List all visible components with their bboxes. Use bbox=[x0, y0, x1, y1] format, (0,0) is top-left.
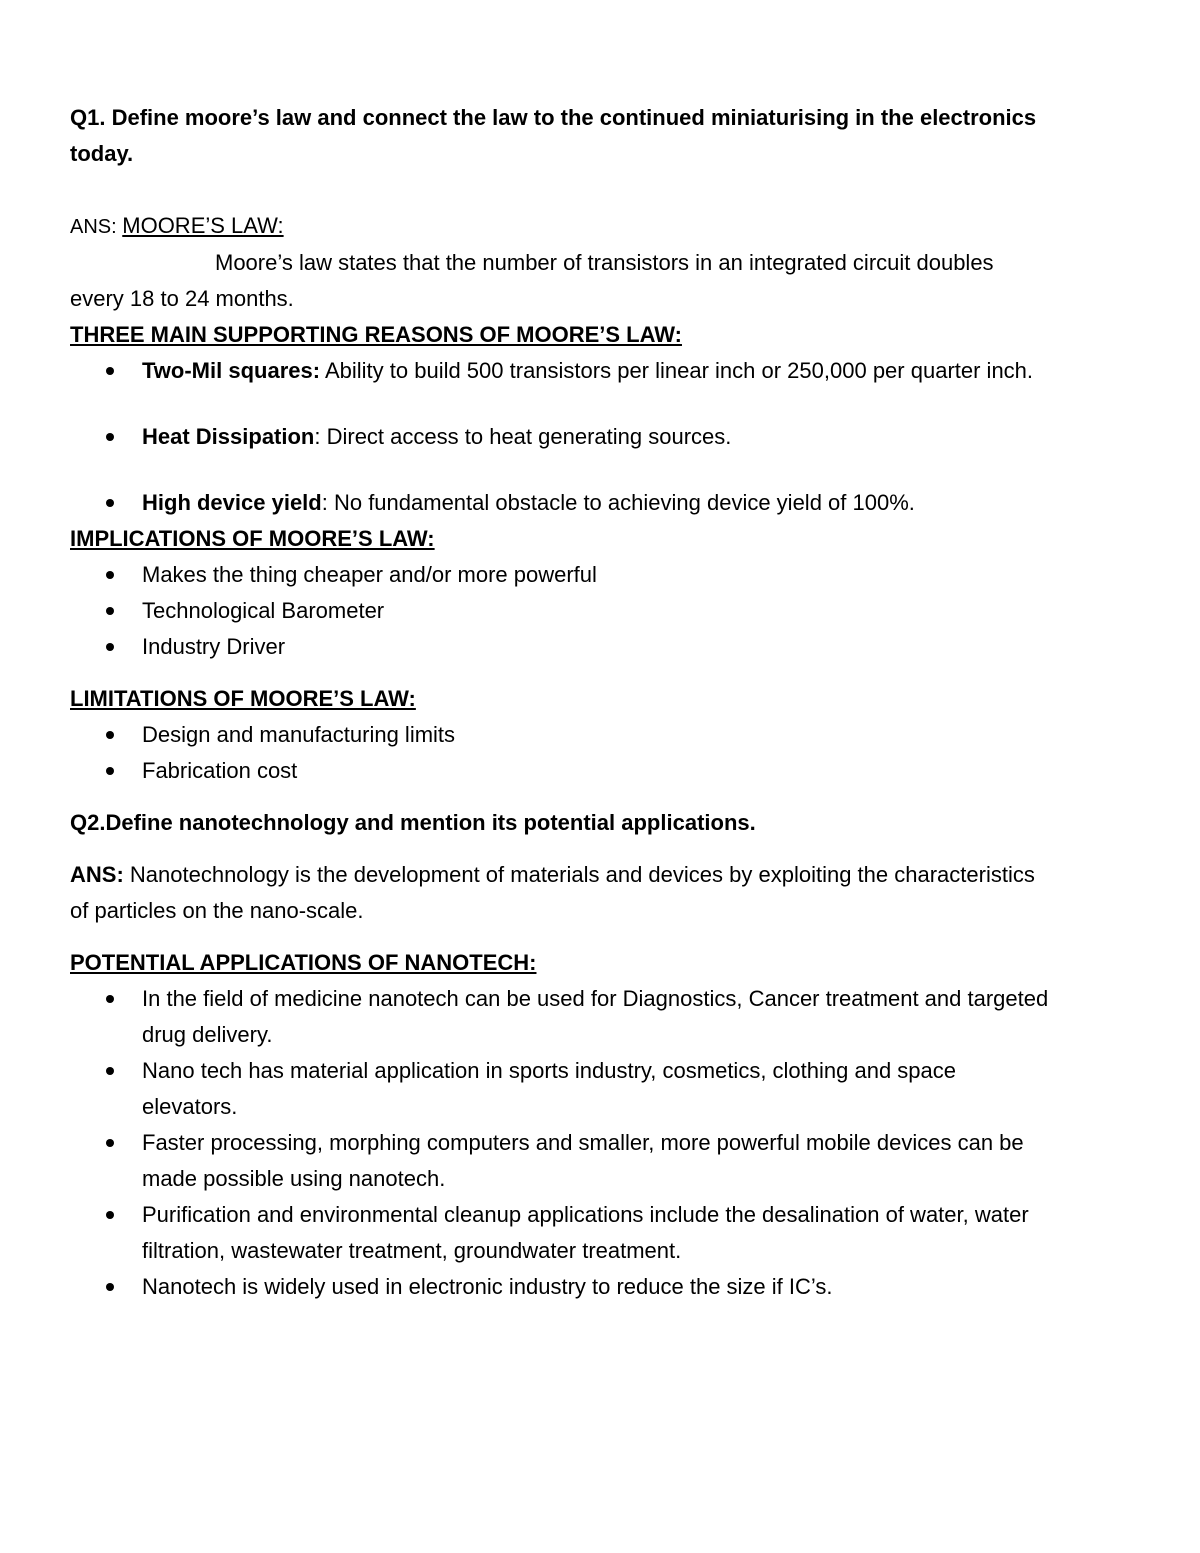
limitations-heading: LIMITATIONS OF MOORE’S LAW: bbox=[70, 686, 416, 711]
list-item: Industry Driver bbox=[142, 629, 1050, 665]
list-item bbox=[142, 353, 1050, 389]
reason-text: : No fundamental obstacle to achieving device yield of 100%. bbox=[321, 490, 915, 515]
list-item: Nanotech is widely used in electronic industry to reduce the size if IC’s. bbox=[142, 1269, 1050, 1305]
reason-text: Ability to build 500 transistors per linear inch or 250,000 per quarter inch. bbox=[320, 358, 1034, 383]
reasons-heading: THREE MAIN SUPPORTING REASONS OF MOORE’S LAW: bbox=[70, 322, 682, 347]
list-item: Purification and environmental cleanup applications include the desalination of water, water filtration, wastewater treatment, groundwater treatment. bbox=[142, 1197, 1050, 1269]
list-item bbox=[142, 485, 1050, 521]
applications-list bbox=[70, 981, 1050, 1305]
implications-heading: IMPLICATIONS OF MOORE’S LAW: bbox=[70, 526, 435, 551]
moores-law-definition: Moore’s law states that the number of transistors in an integrated circuit doubles every 18 to 24 months. bbox=[70, 250, 994, 311]
limitations-list bbox=[70, 717, 1050, 789]
reasons-list bbox=[70, 353, 1050, 521]
q2-ans-prefix: ANS: bbox=[70, 862, 124, 887]
reason-term: Heat Dissipation bbox=[142, 424, 315, 449]
list-item: Technological Barometer bbox=[142, 593, 1050, 629]
implications-list bbox=[70, 557, 1050, 665]
list-item: Design and manufacturing limits bbox=[142, 717, 1050, 753]
q2-answer-text: Nanotechnology is the development of materials and devices by exploiting the characteristics of particles on the nano-scale. bbox=[70, 862, 1035, 923]
list-item: Nano tech has material application in sports industry, cosmetics, clothing and space elevators. bbox=[142, 1053, 1050, 1125]
list-item: Fabrication cost bbox=[142, 753, 1050, 789]
list-item: In the field of medicine nanotech can be used for Diagnostics, Cancer treatment and targeted drug delivery. bbox=[142, 981, 1050, 1053]
reason-text: : Direct access to heat generating sources. bbox=[314, 424, 732, 449]
q2-question: Q2.Define nanotechnology and mention its potential applications. bbox=[70, 810, 756, 835]
q1-question: Q1. Define moore’s law and connect the law to the continued miniaturising in the electronics today. bbox=[70, 105, 1037, 166]
list-item: Makes the thing cheaper and/or more powerful bbox=[142, 557, 1050, 593]
reason-term: Two-Mil squares: bbox=[142, 358, 321, 383]
list-item bbox=[142, 419, 1050, 455]
q1-ans-prefix: ANS: bbox=[70, 216, 123, 238]
applications-heading: POTENTIAL APPLICATIONS OF NANOTECH: bbox=[70, 950, 537, 975]
q2-answer bbox=[70, 857, 1050, 929]
q1-answer-label bbox=[70, 208, 1050, 245]
reason-term: High device yield bbox=[142, 490, 322, 515]
list-item: Faster processing, morphing computers and smaller, more powerful mobile devices can be made possible using nanotech. bbox=[142, 1125, 1050, 1197]
moores-law-heading: MOORE’S LAW: bbox=[122, 213, 284, 238]
